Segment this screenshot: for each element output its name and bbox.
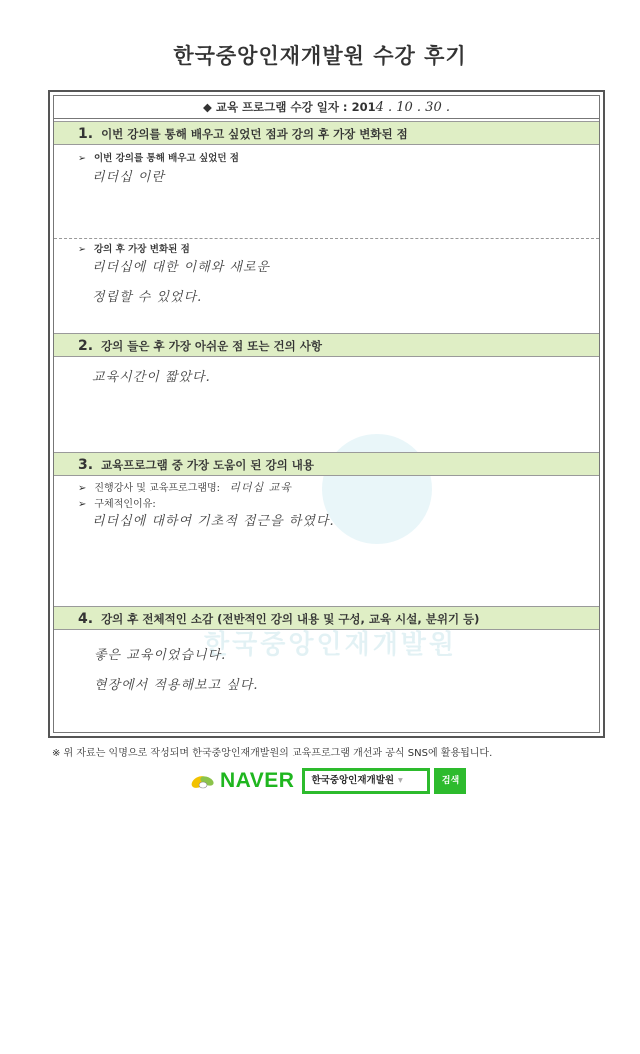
watermark-emblem: [322, 434, 432, 544]
sub-label: 진행강사 및 교육프로그램명:: [94, 483, 221, 494]
page-title: 한국중앙인재개발원 수강 후기: [173, 44, 467, 68]
arrow-icon: ➢: [78, 153, 86, 164]
answer-1b-line-1: 리더십에 대한 이해와 새로운: [92, 260, 271, 275]
arrow-icon: ➢: [78, 244, 86, 255]
date-handwritten: 4 . 10 . 30 .: [375, 100, 450, 115]
section-4-title: 강의 후 전체적인 소감 (전반적인 강의 내용 및 구성, 교육 시설, 분위기 등): [101, 612, 480, 626]
answer-4-line-1: 좋은 교육이었습니다.: [94, 648, 227, 663]
answer-1a-line-1: 리더십 이란: [92, 170, 165, 185]
answer-3b-line-1: 리더십에 대하여 기초적 접근을 하였다.: [92, 514, 335, 529]
search-query: 한국중앙인재개발원: [311, 775, 395, 786]
sub-label: 이번 강의를 통해 배우고 싶었던 점: [93, 153, 239, 164]
answer-2-line-1: 교육시간이 짧았다.: [92, 370, 211, 385]
watermark-text: 한국중앙인재개발원: [204, 630, 458, 660]
divider-dashed: [54, 238, 599, 239]
section-2-heading: [54, 333, 599, 357]
section-1-sub-1: [78, 150, 239, 164]
section-3-title: 교육프로그램 중 가장 도움이 된 강의 내용: [101, 458, 314, 472]
sub-label: 강의 후 가장 변화된 점: [93, 244, 190, 255]
naver-logo: NAVER: [220, 769, 295, 792]
section-4-heading: [54, 606, 599, 630]
arrow-icon: ➢: [78, 499, 87, 510]
section-1-title: 이번 강의를 통해 배우고 싶었던 점과 강의 후 가장 변화된 점: [101, 127, 408, 141]
section-1-heading: [54, 121, 599, 145]
section-3-heading: [54, 452, 599, 476]
answer-1b-line-2: 정립할 수 있었다.: [92, 290, 203, 305]
footnote: ※ 위 자료는 익명으로 작성되며 한국중앙인재개발원의 교육프로그램 개선과 공식 SNS에 활용됩니다.: [52, 748, 493, 759]
section-2-number: 2.: [78, 338, 94, 354]
section-3-sub-1: [78, 479, 292, 495]
search-input[interactable]: [302, 768, 430, 794]
date-row: [54, 96, 599, 119]
answer-4-line-2: 현장에서 적용해보고 싶다.: [94, 678, 259, 693]
section-1-number: 1.: [78, 126, 94, 142]
date-prefix: 201: [351, 100, 376, 114]
form-inner: [53, 95, 600, 733]
sub-label: 구체적인이유:: [94, 499, 156, 510]
section-1-sub-2: [78, 241, 190, 255]
answer-3a: 리더십 교육: [229, 481, 292, 494]
date-label: ◆ 교육 프로그램 수강 일자 :: [202, 100, 348, 114]
section-3-sub-2: [78, 495, 156, 510]
section-3-number: 3.: [78, 457, 94, 473]
arrow-icon: ➢: [78, 483, 87, 494]
section-4-number: 4.: [78, 611, 94, 627]
search-button[interactable]: 검색: [434, 768, 466, 794]
chevron-down-icon[interactable]: ▾: [398, 775, 403, 786]
naver-leaf-icon: [190, 770, 216, 792]
section-2-title: 강의 들은 후 가장 아쉬운 점 또는 건의 사항: [101, 339, 322, 353]
review-form: [48, 90, 605, 738]
naver-search-banner: [190, 768, 466, 794]
